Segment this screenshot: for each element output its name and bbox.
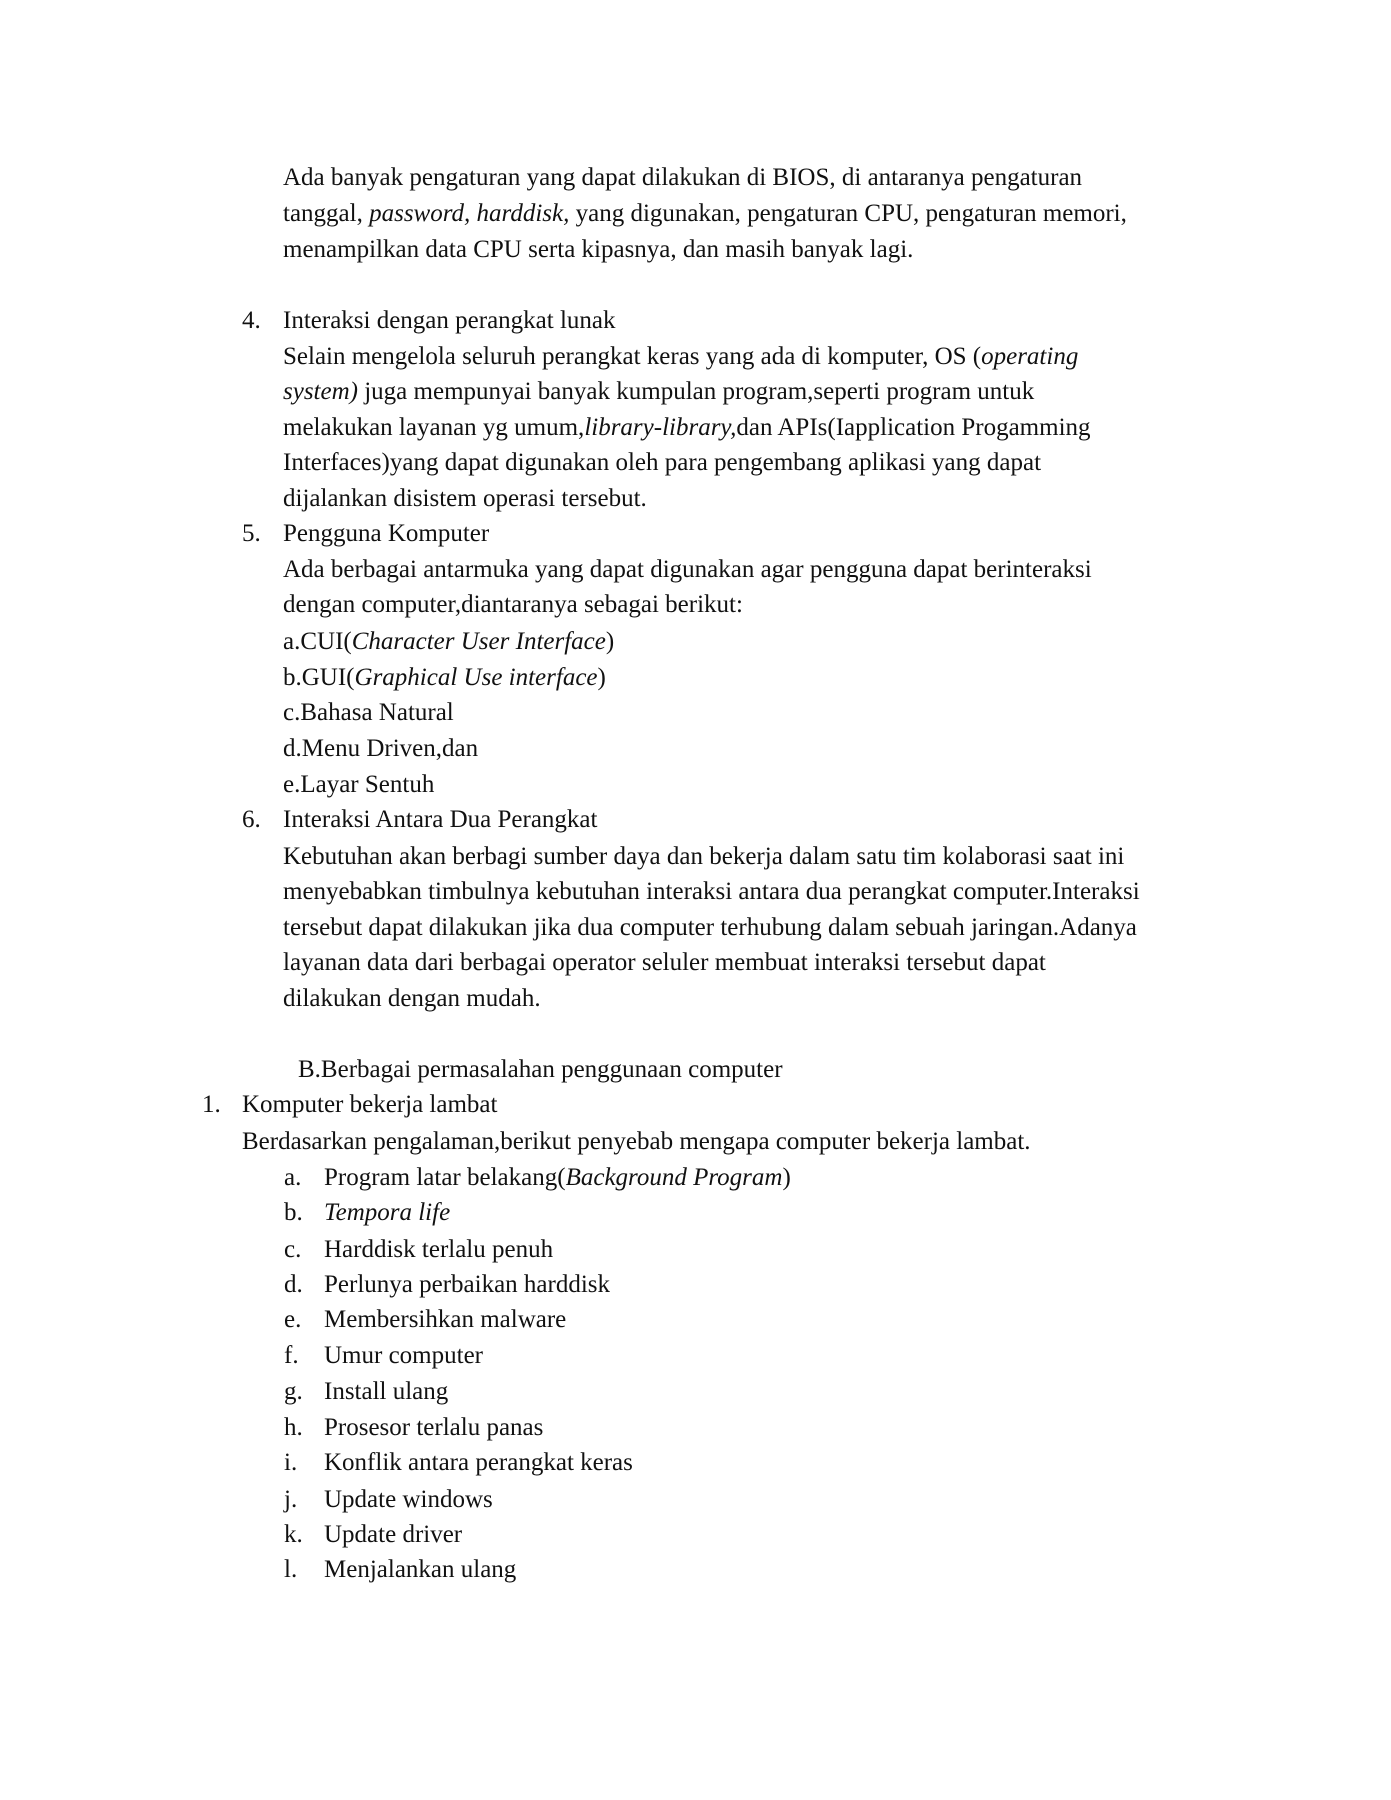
text-line [283,160,1082,196]
list-marker: g. [284,1378,303,1405]
text-segment: a.CUI( [283,628,352,655]
text-segment: Prosesor terlalu panas [324,1414,544,1441]
text-segment: Harddisk terlalu penuh [324,1236,554,1263]
text-segment: Kebutuhan akan berbagi sumber daya dan bekerja dalam satu tim kolaborasi saat ini [283,843,1125,870]
text-segment: Interfaces)yang dapat digunakan oleh para pengembang aplikasi yang dapat [283,449,1042,476]
text-line [242,1087,497,1123]
text-line [283,481,647,517]
italic-text: system) [283,378,358,405]
list-marker: b. [284,1199,303,1226]
text-line [324,1410,543,1446]
text-line [324,1232,553,1268]
text-line [283,839,1124,875]
list-marker: 6. [242,806,261,833]
text-line [283,660,606,696]
text-segment: c.Bahasa Natural [283,699,454,726]
list-marker: a. [284,1164,302,1191]
text-line [298,1052,783,1088]
text-line [324,1374,448,1410]
text-line [242,1124,1031,1160]
list-marker: d. [284,1271,303,1298]
text-line [283,410,1091,446]
text-line [324,1160,791,1196]
list-marker: 4. [242,307,261,334]
text-segment: Interaksi Antara Dua Perangkat [283,806,598,833]
text-segment: Ada berbagai antarmuka yang dapat digunakan agar pengguna dapat berinteraksi [283,556,1092,583]
text-segment: dengan computer,diantaranya sebagai berikut: [283,591,743,618]
text-segment: b.GUI( [283,664,355,691]
text-segment: menyebabkan timbulnya kebutuhan interaksi antara dua perangkat computer.Interaksi [283,878,1140,905]
text-line [324,1482,493,1518]
text-segment: ) [605,628,615,655]
text-segment: Ada banyak pengaturan yang dapat dilakukan di BIOS, di antaranya pengaturan [283,164,1083,191]
text-segment: melakukan layanan yg umum, [283,414,585,441]
text-segment: tersebut dapat dilakukan jika dua computer terhubung dalam sebuah jaringan.Adanya [283,914,1137,941]
text-segment: yang digunakan, pengaturan CPU, pengaturan memori, [569,200,1127,227]
text-line [283,445,1041,481]
text-segment: Interaksi dengan perangkat lunak [283,307,616,334]
text-line [283,232,913,268]
list-marker: k. [284,1521,303,1548]
text-line [283,767,434,803]
text-line [324,1552,516,1588]
text-segment: layanan data dari berbagai operator seluler membuat interaksi tersebut dapat [283,949,1046,976]
text-line [283,303,616,339]
text-segment: Install ulang [324,1378,449,1405]
text-segment: d.Menu Driven,dan [283,735,479,762]
text-line [283,587,743,623]
text-line [283,516,489,552]
text-line [324,1302,566,1338]
text-segment: Update windows [324,1486,493,1513]
italic-text: Background Program [565,1164,783,1191]
list-marker: i. [284,1449,298,1476]
text-segment: B.Berbagai permasalahan penggunaan computer [298,1056,783,1083]
text-segment: menampilkan data CPU serta kipasnya, dan masih banyak lagi. [283,236,914,263]
text-segment: Umur computer [324,1342,483,1369]
text-segment: Selain mengelola seluruh perangkat keras yang ada di komputer, OS ( [283,343,982,370]
list-marker: 1. [202,1091,221,1118]
text-line [283,196,1127,232]
text-segment: juga mempunyai banyak kumpulan program,seperti program untuk [357,378,1035,405]
text-segment: dan APIs(Iapplication Progamming [736,414,1091,441]
text-segment: ) [782,1164,791,1191]
text-line [283,339,1078,375]
text-segment: tanggal, [283,200,370,227]
text-line [324,1267,610,1303]
text-line [283,945,1046,981]
text-line [283,552,1092,588]
list-marker: f. [284,1342,299,1369]
text-segment: Konflik antara perangkat keras [324,1449,633,1476]
list-marker: h. [284,1414,303,1441]
text-segment: Program latar belakang( [324,1164,566,1191]
text-line [283,874,1140,910]
text-segment: dijalankan disistem operasi tersebut. [283,485,647,512]
text-segment: Berdasarkan pengalaman,berikut penyebab mengapa computer bekerja lambat. [242,1128,1031,1155]
text-line [283,624,614,660]
list-marker: c. [284,1236,302,1263]
italic-text: password, harddisk, [369,200,570,227]
list-marker: e. [284,1306,302,1333]
list-marker: l. [284,1556,298,1583]
text-segment: Update driver [324,1521,463,1548]
text-line [324,1445,633,1481]
italic-text: operating [981,343,1079,370]
text-segment: Membersihkan malware [324,1306,567,1333]
text-segment: ) [597,664,606,691]
italic-text: library-library, [584,414,737,441]
text-line [324,1195,450,1231]
list-marker: j. [284,1486,298,1513]
text-segment: Perlunya perbaikan harddisk [324,1271,611,1298]
text-segment: Komputer bekerja lambat [242,1091,498,1118]
italic-text: Character User Interface [351,628,606,655]
text-segment: Menjalankan ulang [324,1556,517,1583]
text-line [283,374,1034,410]
text-line [283,731,478,767]
text-segment: Pengguna Komputer [283,520,490,547]
text-line [324,1517,462,1553]
italic-text: Graphical Use interface [354,664,598,691]
text-line [283,802,597,838]
text-line [324,1338,483,1374]
text-line [283,695,454,731]
text-line [283,981,541,1017]
list-marker: 5. [242,520,261,547]
text-segment: e.Layar Sentuh [283,771,435,798]
italic-text: Tempora life [324,1199,451,1226]
text-segment: dilakukan dengan mudah. [283,985,541,1012]
text-line [283,910,1137,946]
